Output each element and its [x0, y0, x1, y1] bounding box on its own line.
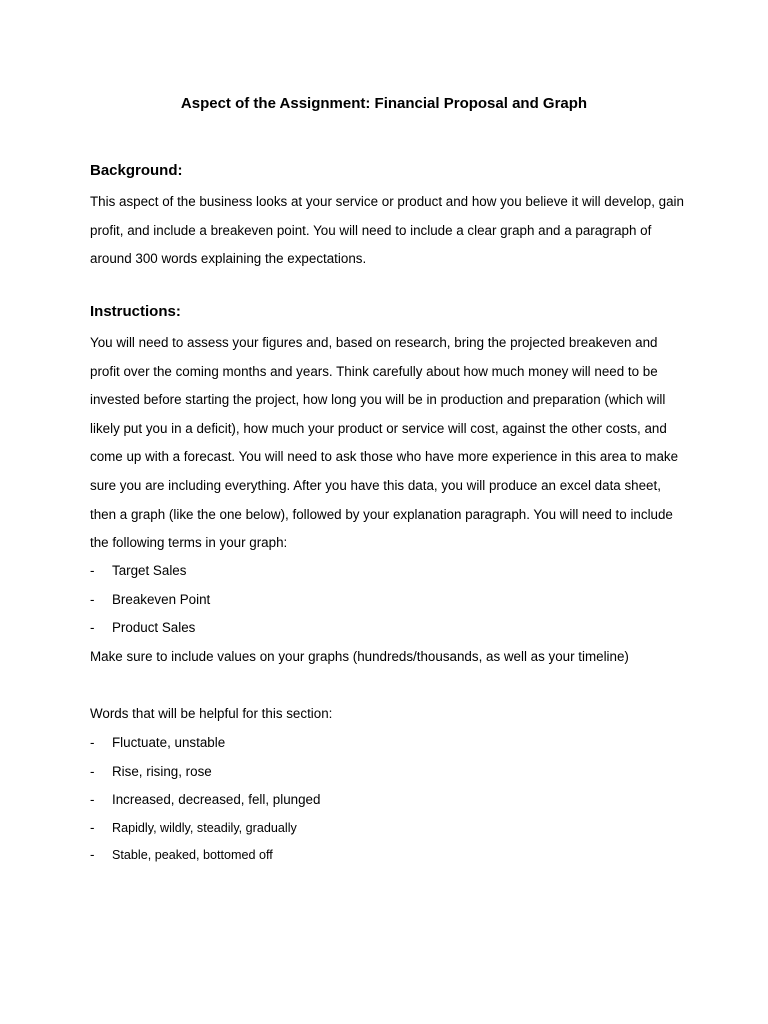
term-product-sales: Product Sales: [112, 620, 196, 636]
list-dash: -: [90, 620, 95, 636]
word-group: Fluctuate, unstable: [112, 735, 226, 750]
background-heading: Background:: [90, 162, 183, 179]
list-dash: -: [90, 763, 95, 779]
term-breakeven-point: Breakeven Point: [112, 591, 211, 607]
list-dash: -: [90, 591, 95, 607]
list-dash: -: [90, 563, 95, 578]
instructions-heading: Instructions:: [90, 303, 181, 320]
instructions-paragraph: You will need to assess your figures and, based on research, bring the projected breakeven and profit over the coming months and years. Think carefully about how much money will need to be invested before starting the project, how long you will be in production and preparation (which will likely put you in a deficit), how much your product or service will cost, against the other costs, and come up with a forecast. You will need to ask those who have more experience in this area to make sure you are including everything. After you have this data, you will produce an excel data sheet, then a graph (like the one below), followed by your explanation paragraph. You will need to include the following terms in your graph:: [90, 335, 679, 551]
term-target-sales: Target Sales: [112, 563, 187, 578]
list-dash: -: [90, 735, 95, 750]
word-group: Rise, rising, rose: [112, 763, 212, 779]
word-group: Increased, decreased, fell, plunged: [112, 792, 321, 808]
word-group: Stable, peaked, bottomed off: [112, 848, 273, 862]
graph-values-note: Make sure to include values on your graphs (hundreds/thousands, as well as your timeline): [90, 649, 629, 664]
word-group: Rapidly, wildly, steadily, gradually: [112, 821, 297, 835]
helpful-words-intro: Words that will be helpful for this section:: [90, 706, 333, 721]
background-paragraph: This aspect of the business looks at your service or product and how you believe it will develop, gain profit, and include a breakeven point. You will need to include a clear graph and a paragraph of around 300 words explaining the expectations.: [90, 194, 684, 267]
list-dash: -: [90, 792, 95, 808]
list-dash: -: [90, 820, 95, 835]
document-title: Aspect of the Assignment: Financial Proposal and Graph: [180, 95, 588, 112]
list-dash: -: [90, 847, 95, 862]
